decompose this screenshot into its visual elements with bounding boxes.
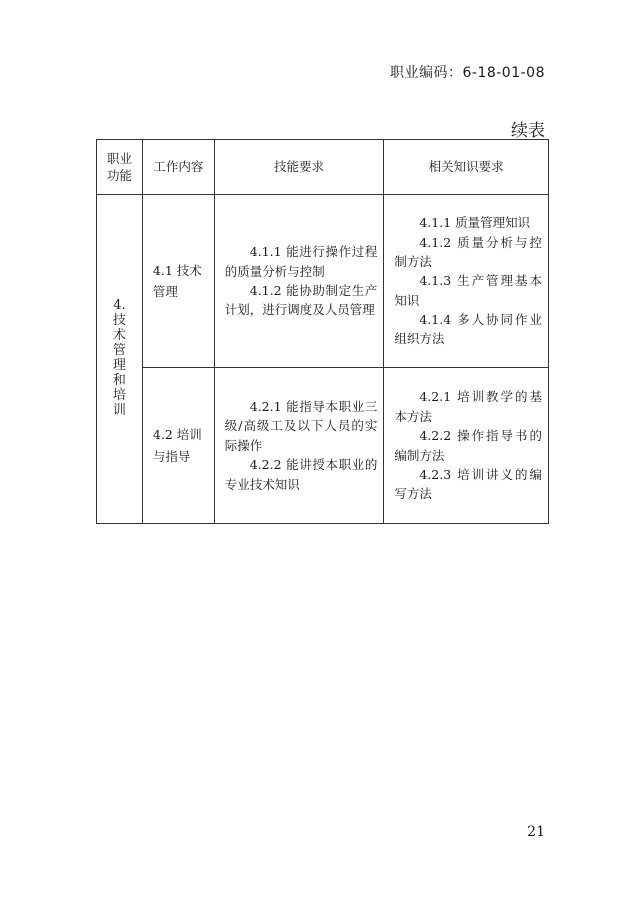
continued-table-label: 续表 <box>511 121 545 141</box>
table-row <box>97 368 549 524</box>
header-occupational-function: 职业 功能 <box>97 140 143 195</box>
header-skill-requirements: 技能要求 <box>214 140 384 195</box>
knowledge-item: 4.1.1 质量管理知识 <box>419 215 531 231</box>
skill-item: 4.2.2 能讲授本职业的专业技术知识 <box>224 457 378 492</box>
header-related-knowledge: 相关知识要求 <box>384 140 549 195</box>
knowledge-item: 4.2.1 培训教学的基本方法 <box>394 389 542 424</box>
knowledge-requirements-cell <box>384 195 549 368</box>
knowledge-item: 4.1.3 生产管理基本知识 <box>394 273 542 308</box>
work-content-cell: 4.1 技术管理 <box>142 195 214 368</box>
occupational-function-cell <box>97 195 143 524</box>
table-header-row <box>97 140 549 195</box>
occupation-code: 职业编码：6-18-01-08 <box>389 65 545 81</box>
knowledge-item: 4.1.2 质量分析与控制方法 <box>394 234 542 269</box>
knowledge-item: 4.2.2 操作指导书的编制方法 <box>394 428 542 463</box>
skill-item: 4.1.1 能进行操作过程的质量分析与控制 <box>224 244 378 279</box>
skill-requirements-cell <box>214 195 384 368</box>
table-row <box>97 195 549 368</box>
header-work-content: 工作内容 <box>142 140 214 195</box>
knowledge-item: 4.1.4 多人协同作业组织方法 <box>394 312 542 347</box>
knowledge-item: 4.2.3 培训讲义的编写方法 <box>394 466 542 502</box>
knowledge-requirements-cell <box>384 368 549 524</box>
skill-standard-table <box>96 139 549 524</box>
skill-requirements-cell <box>214 368 384 524</box>
skill-item: 4.2.1 能指导本职业三级/高级工及以下人员的实际操作 <box>224 399 378 453</box>
skill-item: 4.1.2 能协助制定生产计划，进行调度及人员管理 <box>224 283 378 318</box>
page-number: 21 <box>527 824 545 840</box>
occupational-function-name: 4.技术管理和培训 <box>112 298 126 418</box>
work-content-cell: 4.2 培训与指导 <box>142 368 214 524</box>
